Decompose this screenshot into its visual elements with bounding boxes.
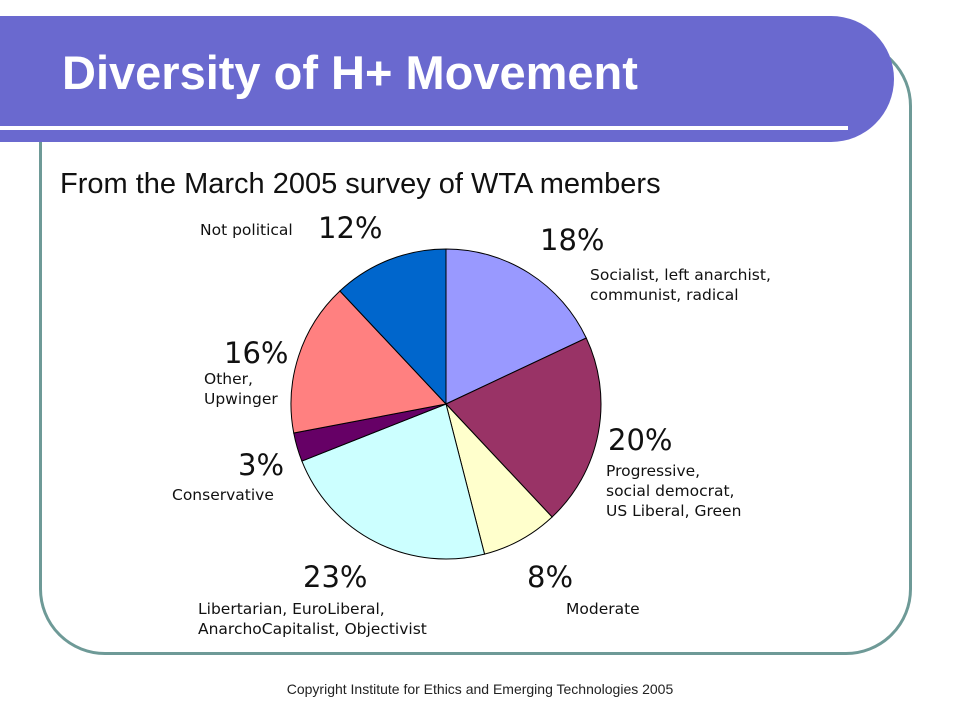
slice-percent-label-3: 23%: [303, 560, 368, 594]
slice-category-label-1-0: Progressive,: [606, 462, 701, 480]
slice-category-label-2-0: Moderate: [566, 600, 640, 618]
slice-category-label-6-0: Not political: [200, 221, 293, 239]
slide-title: Diversity of H+ Movement: [62, 46, 638, 99]
slice-category-label-3-0: Libertarian, EuroLiberal,: [198, 600, 385, 618]
slice-category-label-0-1: communist, radical: [590, 286, 739, 304]
copyright-footer: Copyright Institute for Ethics and Emerging Technologies 2005: [286, 681, 674, 697]
slice-percent-label-4: 3%: [238, 448, 285, 482]
slice-category-label-3-1: AnarchoCapitalist, Objectivist: [198, 620, 427, 638]
slice-category-label-0-0: Socialist, left anarchist,: [590, 266, 771, 284]
slice-percent-label-0: 18%: [540, 223, 605, 257]
slice-percent-label-5: 16%: [224, 336, 289, 370]
slice-category-label-1-2: US Liberal, Green: [606, 502, 742, 520]
slice-category-label-5-0: Other,: [204, 370, 253, 388]
slice-percent-label-6: 12%: [318, 211, 383, 245]
slice-category-label-4-0: Conservative: [172, 486, 274, 504]
slice-percent-label-2: 8%: [527, 560, 574, 594]
slide-subtitle: From the March 2005 survey of WTA members: [60, 168, 661, 200]
slice-percent-label-1: 20%: [608, 423, 673, 457]
slice-category-label-5-1: Upwinger: [204, 390, 278, 408]
slice-category-label-1-1: social democrat,: [606, 482, 735, 500]
